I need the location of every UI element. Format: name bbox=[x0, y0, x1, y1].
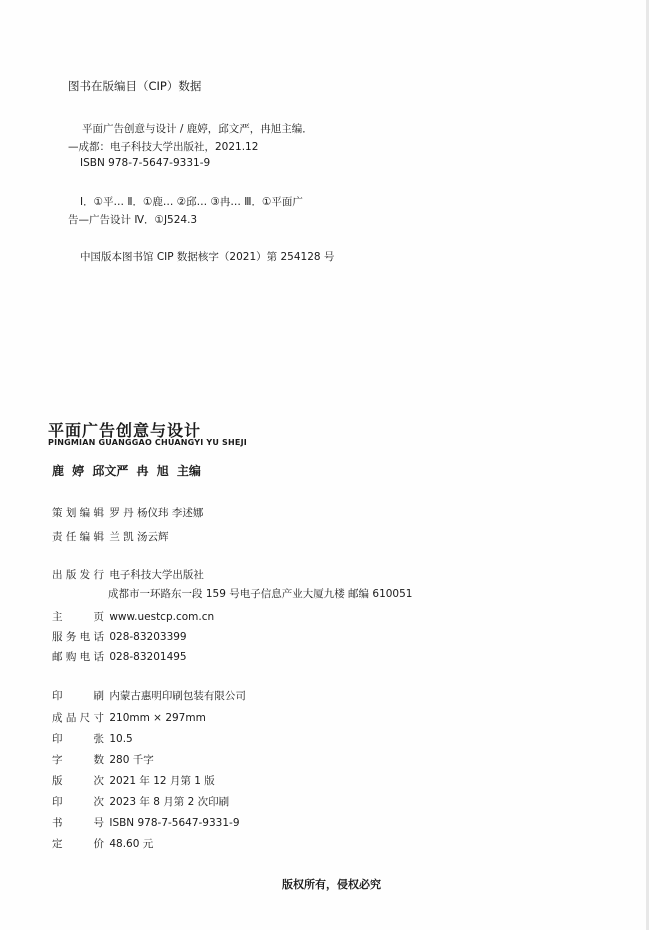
spec-value: ISBN 978-7-5647-9331-9 bbox=[109, 817, 240, 829]
cip-line-1: 平面广告创意与设计 / 鹿婷，邱文严，冉旭主编． bbox=[82, 123, 313, 135]
publisher-label: 邮购电话 bbox=[52, 651, 104, 663]
spec-label: 版次 bbox=[52, 775, 104, 787]
spec-row bbox=[52, 836, 153, 851]
editor-value: 罗 丹 杨仪玮 李述娜 bbox=[109, 507, 204, 519]
editor-value: 兰 凯 汤云辉 bbox=[109, 531, 169, 543]
spec-row bbox=[52, 752, 154, 767]
spec-value: 内蒙古惠明印刷包装有限公司 bbox=[109, 690, 246, 702]
spec-label: 印张 bbox=[52, 733, 104, 745]
spec-label: 印次 bbox=[52, 796, 104, 808]
editor-label: 责任编辑 bbox=[52, 531, 104, 543]
publisher-row bbox=[52, 649, 187, 664]
cip-line-3: ISBN 978-7-5647-9331-9 bbox=[80, 157, 211, 169]
publisher-value: www.uestcp.com.cn bbox=[109, 611, 215, 623]
spec-row bbox=[52, 688, 246, 703]
spec-row bbox=[52, 773, 215, 788]
spec-value: 280 千字 bbox=[109, 754, 154, 766]
publisher-row bbox=[52, 629, 187, 644]
publisher-label: 主页 bbox=[52, 611, 104, 623]
book-title: 平面广告创意与设计 bbox=[48, 421, 202, 440]
spec-row bbox=[52, 731, 133, 746]
publisher-value: 028-83203399 bbox=[109, 631, 187, 643]
spec-row bbox=[52, 794, 229, 809]
spec-label: 成品尺寸 bbox=[52, 712, 104, 724]
book-title-pinyin: PINGMIAN GUANGGAO CHUANGYI YU SHEJI bbox=[48, 438, 247, 447]
cip-line-6: 中国版本图书馆 CIP 数据核字（2021）第 254128 号 bbox=[80, 251, 335, 263]
rights-notice: 版权所有，侵权必究 bbox=[282, 878, 381, 891]
spec-value: 10.5 bbox=[109, 733, 133, 745]
publisher-row bbox=[52, 609, 214, 624]
spec-row bbox=[52, 815, 240, 830]
publisher-address: 成都市一环路东一段 159 号电子信息产业大厦九楼 邮编 610051 bbox=[108, 588, 413, 600]
spec-value: 210mm × 297mm bbox=[109, 712, 206, 724]
publisher-value: 028-83201495 bbox=[109, 651, 187, 663]
cip-line-2: —成都：电子科技大学出版社，2021.12 bbox=[68, 141, 259, 153]
spec-row bbox=[52, 710, 206, 725]
spec-value: 2021 年 12 月第 1 版 bbox=[109, 775, 215, 787]
spec-label: 定价 bbox=[52, 838, 104, 850]
spec-value: 2023 年 8 月第 2 次印刷 bbox=[109, 796, 230, 808]
publisher-row bbox=[52, 567, 204, 582]
publisher-value: 电子科技大学出版社 bbox=[109, 569, 204, 581]
cip-line-4: Ⅰ．①平… Ⅱ．①鹿… ②邱… ③冉… Ⅲ．①平面广 bbox=[80, 196, 303, 208]
spec-label: 印刷 bbox=[52, 690, 104, 702]
cip-title: 图书在版编目（CIP）数据 bbox=[68, 79, 202, 93]
publisher-label: 出版发行 bbox=[52, 569, 104, 581]
editor-label: 策划编辑 bbox=[52, 507, 104, 519]
spec-label: 字数 bbox=[52, 754, 104, 766]
editor-row bbox=[52, 529, 169, 544]
editor-row bbox=[52, 505, 203, 520]
cip-line-5: 告—广告设计 Ⅳ．①J524.3 bbox=[68, 214, 198, 226]
spec-value: 48.60 元 bbox=[109, 838, 154, 850]
publisher-label: 服务电话 bbox=[52, 631, 104, 643]
spec-label: 书号 bbox=[52, 817, 104, 829]
book-authors: 鹿 婷 邱文严 冉 旭 主编 bbox=[52, 464, 201, 478]
